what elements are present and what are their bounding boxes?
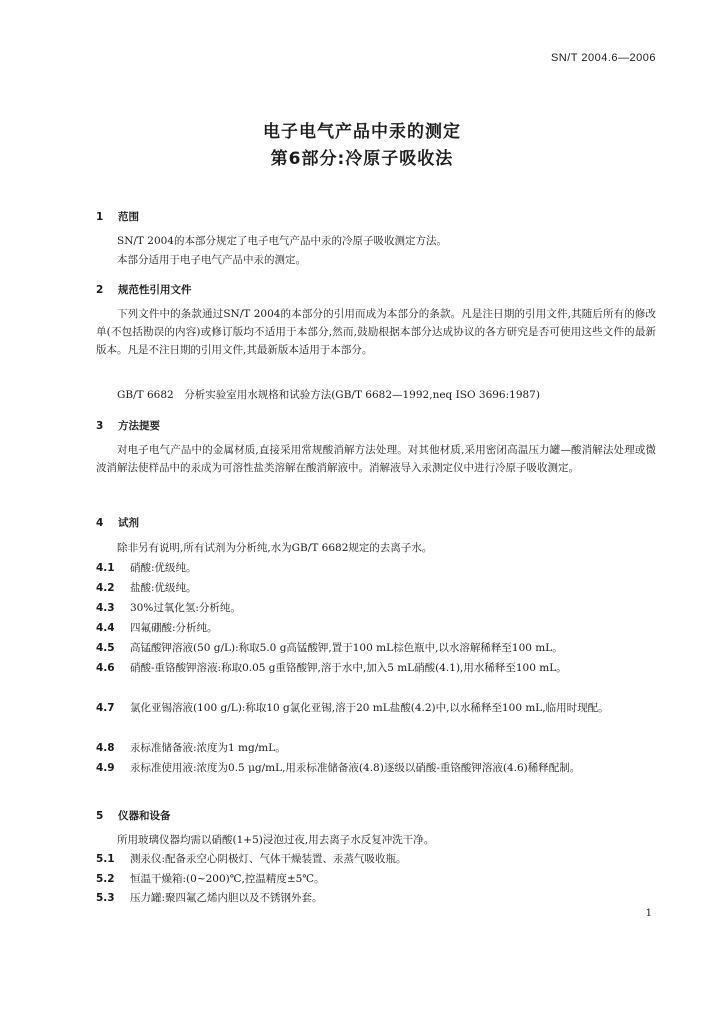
section-title: 范围 (118, 211, 139, 223)
item-text: 盐酸:优级纯。 (130, 582, 197, 594)
item-number: 4.3 (96, 602, 115, 614)
item-number: 5.3 (96, 892, 115, 904)
list-item (96, 619, 656, 637)
section-heading-scope (96, 209, 139, 224)
list-item (96, 759, 656, 777)
section-title: 规范性引用文件 (118, 284, 192, 296)
section-number: 1 (96, 211, 104, 223)
section-title: 试剂 (118, 517, 139, 529)
item-number: 5.2 (96, 873, 115, 885)
item-text: 恒温干燥箱:(0~200)℃,控温精度±5℃。 (130, 873, 325, 885)
item-text: 测汞仪:配备汞空心阴极灯、气体干燥装置、汞蒸气吸收瓶。 (130, 853, 407, 865)
paragraph: 本部分适用于电子电气产品中汞的测定。 (117, 254, 306, 266)
item-text: 硝酸-重铬酸钾溶液:称取0.05 g重铬酸钾,溶于水中,加入5 mL硝酸(4.1),用水稀释至100 mL。 (130, 662, 567, 674)
standard-code: SN/T 2004.6—2006 (550, 52, 656, 64)
item-number: 4.5 (96, 642, 115, 654)
reference-item: GB/T 6682 分析实验室用水规格和试验方法(GB/T 6682—1992,neq ISO 3696:1987) (117, 389, 540, 401)
paragraph: SN/T 2004的本部分规定了电子电气产品中汞的冷原子吸收测定方法。 (117, 235, 447, 247)
item-number: 4.4 (96, 622, 115, 634)
section-heading-reagents (96, 515, 139, 530)
section-number: 2 (96, 284, 104, 296)
list-item (96, 659, 656, 677)
item-text: 30%过氧化氢:分析纯。 (130, 602, 241, 614)
list-item (96, 889, 656, 907)
item-number: 4.1 (96, 562, 115, 574)
item-text: 汞标准使用液:浓度为0.5 μg/mL,用汞标准储备液(4.8)逐级以硝酸-重铬酸钾溶液(4.6)稀释配制。 (130, 762, 581, 774)
section-heading-method-summary (96, 418, 160, 433)
section-heading-apparatus (96, 808, 171, 823)
item-number: 4.6 (96, 662, 115, 674)
paragraph: 所用玻璃仪器均需以硝酸(1+5)浸泡过夜,用去离子水反复冲洗干净。 (117, 834, 435, 846)
section-number: 4 (96, 517, 104, 529)
item-text: 氯化亚锡溶液(100 g/L):称取10 g氯化亚锡,溶于20 mL盐酸(4.2)中,以水稀释至100 mL,临用时现配。 (130, 702, 609, 714)
list-item (96, 579, 656, 597)
list-item (96, 850, 656, 868)
section-title: 方法提要 (118, 420, 160, 432)
paragraph: 下列文件中的条款通过SN/T 2004的本部分的引用而成为本部分的条款。凡是注日期的引用文件,其随后所有的修改单(不包括勘误的内容)或修订版均不适用于本部分,然而,鼓励根据本部分达成协议的各方研究是否可使用这些文件的最新版本。凡是不注日期的引用文件,其最新版本适用于本部分。 (96, 308, 656, 356)
item-number: 4.8 (96, 742, 115, 754)
item-number: 4.9 (96, 762, 115, 774)
list-item (96, 639, 656, 657)
page-number: 1 (645, 908, 652, 919)
item-text: 硝酸:优级纯。 (130, 562, 197, 574)
item-number: 4.7 (96, 702, 115, 714)
document-subtitle: 第6部分:冷原子吸收法 (270, 149, 454, 169)
section-number: 5 (96, 810, 104, 822)
item-text: 高锰酸钾溶液(50 g/L):称取5.0 g高锰酸钾,置于100 mL棕色瓶中,以水溶解稀释至100 mL。 (130, 642, 563, 654)
paragraph: 除非另有说明,所有试剂为分析纯,水为GB/T 6682规定的去离子水。 (117, 542, 433, 554)
list-item (96, 559, 656, 577)
section-heading-normative-references (96, 282, 192, 297)
section-title: 仪器和设备 (118, 810, 171, 822)
list-item (96, 599, 656, 617)
section-number: 3 (96, 420, 104, 432)
list-item (96, 870, 656, 888)
item-text: 压力罐:聚四氟乙烯内胆以及不锈钢外套。 (130, 892, 323, 904)
item-number: 4.2 (96, 582, 115, 594)
item-text: 四氟硼酸:分析纯。 (130, 622, 218, 634)
list-item (96, 699, 656, 717)
paragraph: 对电子电气产品中的金属材质,直接采用常规酸消解方法处理。对其他材质,采用密闭高温压力罐—酸消解法处理或微波消解法使样品中的汞成为可溶性盐类溶解在酸消解液中。消解液导入汞测定仪中进行冷原子吸收测定。 (96, 444, 656, 474)
list-item (96, 739, 656, 757)
item-text: 汞标准储备液:浓度为1 mg/mL。 (130, 742, 286, 754)
document-title: 电子电气产品中汞的测定 (263, 122, 461, 142)
item-number: 5.1 (96, 853, 115, 865)
